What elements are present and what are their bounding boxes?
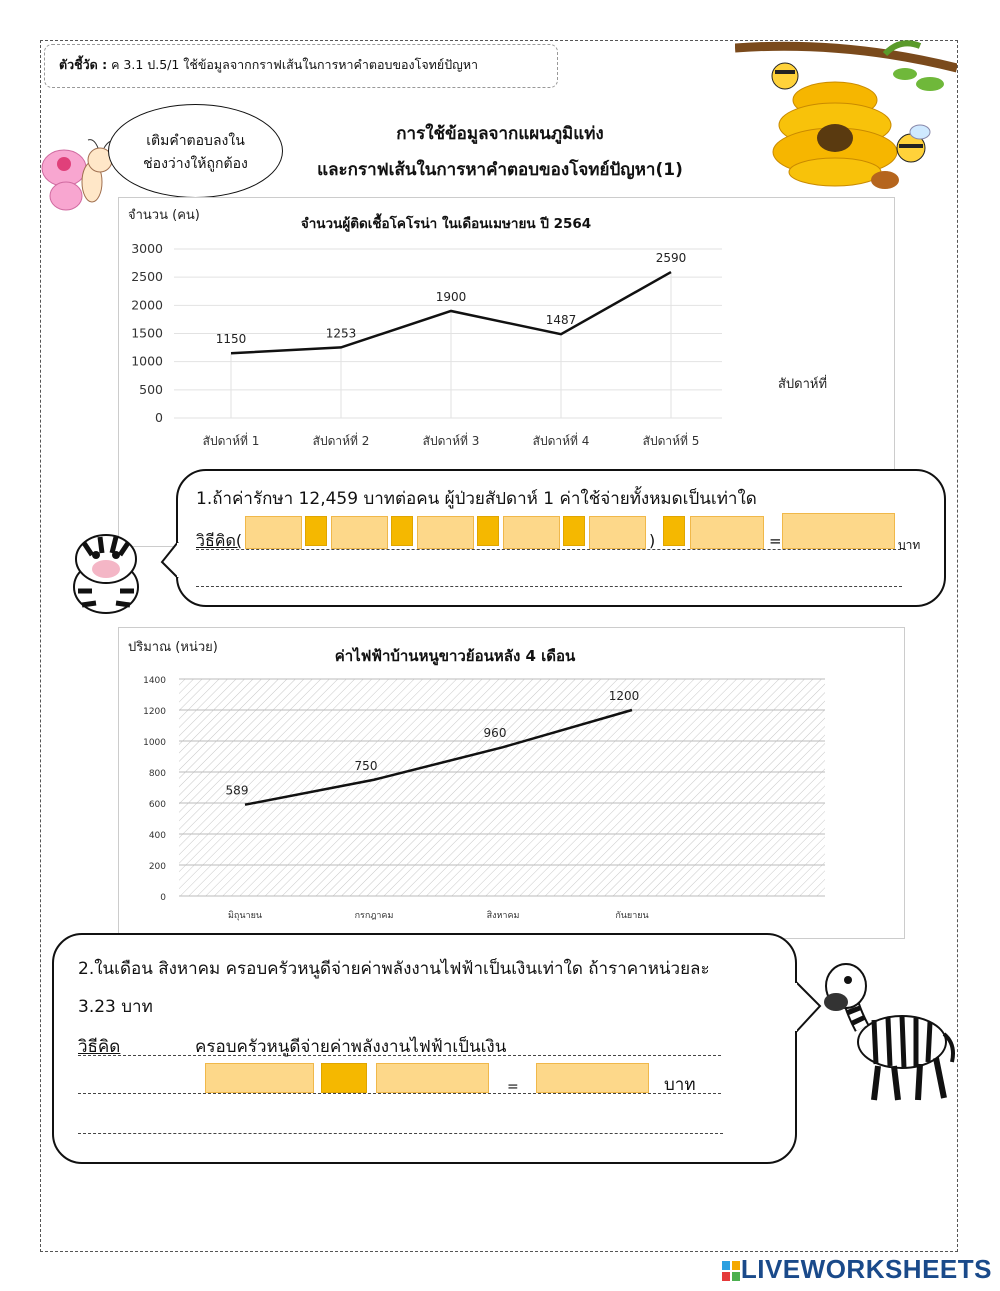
indicator-box <box>44 44 558 88</box>
chart1-data-label: 2590 <box>655 251 687 266</box>
zebra-sitting-illustration <box>56 525 156 617</box>
instruction-bubble <box>108 104 283 198</box>
q1-bubble-tail <box>160 540 182 580</box>
q2-operator-input[interactable] <box>321 1063 367 1093</box>
chart2-title: ค่าไฟฟ้าบ้านหนูขาวย้อนหลัง 4 เดือน <box>334 647 576 665</box>
chart1-xtick: สัปดาห์ที่ 1 <box>202 434 260 448</box>
bubble-line-1: เติมคำตอบลงใน <box>146 133 245 149</box>
chart2-plot-area <box>179 679 825 896</box>
bubble-line-2: ช่องว่างให้ถูกต้อง <box>143 156 248 172</box>
chart1-xtick: สัปดาห์ที่ 3 <box>422 434 480 448</box>
chart1-ytick: 0 <box>155 410 163 425</box>
chart1-xtick: สัปดาห์ที่ 2 <box>312 434 370 448</box>
indicator-text: ค 3.1 ป.5/1 ใช้ข้อมูลจากกราฟเส้นในการหาคำตอบของโจทย์ปัญหา <box>111 57 479 72</box>
chart1-data-label: 1900 <box>435 289 467 304</box>
chart2-ytick: 0 <box>160 893 166 903</box>
logo-text: LIVEWORKSHEETS <box>740 1254 992 1284</box>
chart2-data-label: 1200 <box>608 689 640 703</box>
q1-operator-input-3[interactable] <box>477 516 499 546</box>
chart1-xtick: สัปดาห์ที่ 4 <box>532 434 590 448</box>
chart2-xtick: กันยายน <box>615 911 649 921</box>
title-line-2: และกราฟเส้นในการหาคำตอบของโจทย์ปัญหา(1) <box>317 160 683 180</box>
title-line-1: การใช้ข้อมูลจากแผนภูมิแท่ง <box>396 124 604 144</box>
beehive-illustration <box>735 40 957 190</box>
chart1-data-label: 1487 <box>545 313 577 328</box>
q1-close-paren: ) <box>649 531 656 550</box>
chart2-ytick: 800 <box>148 769 166 779</box>
q1-operator-input-4[interactable] <box>563 516 585 546</box>
q2-method-text: ครอบครัวหนูดีจ่ายค่าพลังงานไฟฟ้าเป็นเงิน <box>195 1037 507 1057</box>
chart2-data-label: 960 <box>483 726 507 741</box>
chart2-ytick: 1400 <box>143 676 166 686</box>
q2-line-1 <box>78 1055 721 1056</box>
q1-method-label: วิธีคิด( <box>196 531 243 550</box>
q1-operator-input-6[interactable] <box>663 516 685 546</box>
chart2-ytick: 1200 <box>143 707 166 717</box>
chart1-ytick: 1000 <box>131 353 163 369</box>
chart1-ylabel: จำนวน (คน) <box>128 208 200 223</box>
chart2-xtick: มิถุนายน <box>227 911 263 921</box>
chart1-ytick: 3000 <box>131 241 163 256</box>
q1-answer-input-5[interactable] <box>589 516 646 549</box>
chart2-ytick: 400 <box>148 831 166 841</box>
chart2-data-label: 589 <box>225 783 249 798</box>
page-title <box>300 116 700 188</box>
q1-answer-input-3[interactable] <box>417 516 474 549</box>
chart2-xtick: กรกฎาคม <box>354 911 394 921</box>
q1-question: 1.ถ้าค่ารักษา 12,459 บาทต่อคน ผู้ป่วยสัปดาห์ 1 ค่าใช้จ่ายทั้งหมดเป็นเท่าใด <box>196 489 757 509</box>
q2-answer-input-2[interactable] <box>376 1063 489 1093</box>
q1-equals: = <box>769 532 782 550</box>
q2-question-line-1: 2.ในเดือน สิงหาคม ครอบครัวหนูดีจ่ายค่าพลังงานไฟฟ้าเป็นเงินเท่าใด ถ้าราคาหน่วยละ <box>78 959 710 979</box>
q1-operator-input-1[interactable] <box>305 516 327 546</box>
q1-answer-input-1[interactable] <box>245 516 302 549</box>
chart-electricity <box>118 627 905 939</box>
chart2-data-label: 750 <box>354 758 378 773</box>
chart1-xtick: สัปดาห์ที่ 5 <box>642 434 700 448</box>
q2-method-label: วิธีคิด <box>78 1037 121 1057</box>
chart1-data-label: 1253 <box>325 326 357 341</box>
q1-underline-1 <box>196 549 906 550</box>
q2-line-2 <box>78 1093 721 1094</box>
chart2-ylabel: ปริมาณ (หน่วย) <box>128 640 218 655</box>
chart1-ytick: 2500 <box>131 269 163 285</box>
q2-question-line-2: 3.23 บาท <box>78 997 153 1017</box>
chart1-ytick: 2000 <box>131 297 163 313</box>
q1-answer-input-4[interactable] <box>503 516 560 549</box>
chart1-title: จำนวนผู้ติดเชื้อโคโรน่า ในเดือนเมษายน ปี 2564 <box>300 216 592 232</box>
q2-result-input[interactable] <box>536 1063 649 1093</box>
chart1-xlabel: สัปดาห์ที่ <box>778 377 828 392</box>
chart1-ytick: 1500 <box>131 325 163 341</box>
chart2-ytick: 600 <box>148 800 166 810</box>
indicator-label: ตัวชี้วัด : <box>59 57 108 72</box>
q2-unit: บาท <box>664 1075 696 1095</box>
q1-answer-line <box>196 586 902 587</box>
q1-answer-input-6[interactable] <box>690 516 764 549</box>
q1-answer-input-2[interactable] <box>331 516 388 549</box>
q1-operator-input-2[interactable] <box>391 516 413 546</box>
chart2-ytick: 1000 <box>143 738 166 748</box>
q2-equals: = <box>507 1079 519 1095</box>
chart2-xtick: สิงหาคม <box>486 911 520 921</box>
q2-answer-line <box>78 1133 723 1134</box>
chart2-ytick: 200 <box>148 862 166 872</box>
q1-result-input[interactable] <box>782 513 895 549</box>
q1-unit: บาท <box>898 538 921 552</box>
liveworksheets-logo <box>721 1254 992 1285</box>
zebra-standing-illustration <box>818 958 958 1106</box>
chart1-ytick: 500 <box>139 381 163 397</box>
chart1-data-label: 1150 <box>215 332 247 347</box>
q2-answer-input-1[interactable] <box>205 1063 314 1093</box>
